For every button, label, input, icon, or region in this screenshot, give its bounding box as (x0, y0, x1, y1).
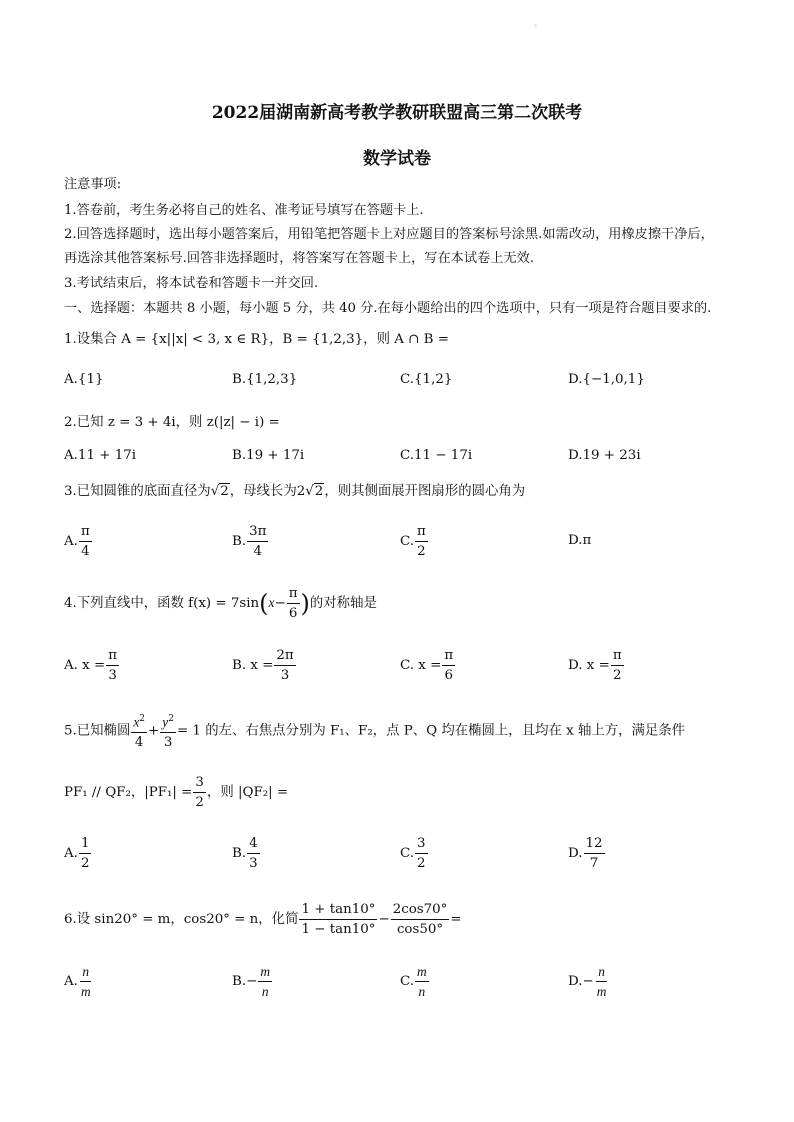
q3-option-b: B. $\frac{3\pi}{4}$ (232, 524, 267, 559)
question-1-stem: 1.设集合 A = {x||x| < 3, x ∈ R}，B = {1,2,3}，则 A ∩ B = (64, 332, 449, 347)
q3-option-a: A. $\frac{\pi}{4}$ (64, 524, 90, 559)
q6-option-c: C. $\frac{m}{n}$ (400, 964, 427, 999)
q6-option-b: B.− $\frac{m}{n}$ (232, 964, 270, 999)
q6-option-d: D.− $\frac{n}{m}$ (568, 964, 607, 999)
q4-option-c: C. x = $\frac{\pi}{6}$ (400, 648, 454, 683)
exam-title: 2022届湖南新高考教学教研联盟高三第二次联考 (211, 103, 583, 123)
q3-option-d: D.π (568, 533, 592, 548)
q4-option-b: B. x = $\frac{2\pi}{3}$ (232, 648, 294, 683)
q1-option-b: B.{1,2,3} (232, 372, 298, 387)
exam-subtitle: 数学试卷 (363, 149, 431, 169)
q1-option-c: C.{1,2} (400, 372, 453, 387)
note-3: 3.考试结束后，将本试卷和答题卡一并交回. (64, 276, 319, 291)
two-sqrt-2: 2√2 (296, 484, 324, 499)
question-4-stem: 4.下列直线中，函数 f(x) = 7sin(x− $\frac{\pi}{6}$ )的对称轴是 (64, 586, 377, 621)
note-2b: 再选涂其他答案标号.回答非选择题时，将答案写在答题卡上，写在本试卷上无效. (64, 251, 534, 266)
q2-option-b: B.19 + 17i (232, 448, 305, 463)
sqrt-2: √2 (210, 484, 229, 499)
q3-option-c: C. $\frac{\pi}{2}$ (400, 524, 426, 559)
question-5-stem: 5.已知椭圆 $\frac{x^2}{4}$ + $\frac{y^2}{3}$ = 1 的左、右焦点分别为 F₁、F₂，点 P、Q 均在椭圆上，且均在 x 轴上方，满足条件 (64, 710, 685, 752)
q5-option-a: A. $\frac{1}{2}$ (64, 836, 90, 871)
q2-option-d: D.19 + 23i (568, 448, 641, 463)
question-5-condition: PF₁ // QF₂，|PF₁| = $\frac{3}{2}$ ，则 |QF₂| = (64, 775, 289, 810)
q2-option-c: C.11 − 17i (400, 448, 473, 463)
note-1: 1.答卷前，考生务必将自己的姓名、准考证号填写在答题卡上. (64, 203, 424, 218)
q4-option-a: A. x = $\frac{\pi}{3}$ (64, 648, 118, 683)
q1-option-d: D.{−1,0,1} (568, 372, 645, 387)
q5-option-c: C. $\frac{3}{2}$ (400, 836, 426, 871)
question-2-stem: 2.已知 z = 3 + 4i，则 z(|z| − i) = (64, 415, 280, 430)
notes-heading: 注意事项: (64, 177, 122, 192)
q2-option-a: A.11 + 17i (64, 448, 137, 463)
q5-option-d: D. $\frac{12}{7}$ (568, 836, 603, 871)
section-heading: 一、选择题：本题共 8 小题，每小题 5 分，共 40 分.在每小题给出的四个选项中，只有一项是符合题目要求的. (64, 301, 712, 316)
q5-option-b: B. $\frac{4}{3}$ (232, 836, 258, 871)
note-2a: 2.回答选择题时，选出每小题答案后，用铅笔把答题卡上对应题目的答案标号涂黑.如需改动，用橡皮擦干净后， (64, 227, 714, 242)
q1-option-a: A.{1} (64, 372, 104, 387)
question-6-stem: 6.设 sin20° = m，cos20° = n，化简 $\frac{1 + \tan 10^\circ}{1 - \tan 10^\circ}$ − $\frac{2\cos 70^\circ}{\cos 50^\circ}$ = (64, 902, 462, 937)
q6-option-a: A. $\frac{n}{m}$ (64, 964, 91, 999)
stray-mark: 。 (534, 19, 542, 28)
question-3-stem: 3.已知圆锥的底面直径为√2，母线长为2√2，则其侧面展开图扇形的圆心角为 (64, 484, 526, 499)
q4-option-d: D. x = $\frac{\pi}{2}$ (568, 648, 622, 683)
